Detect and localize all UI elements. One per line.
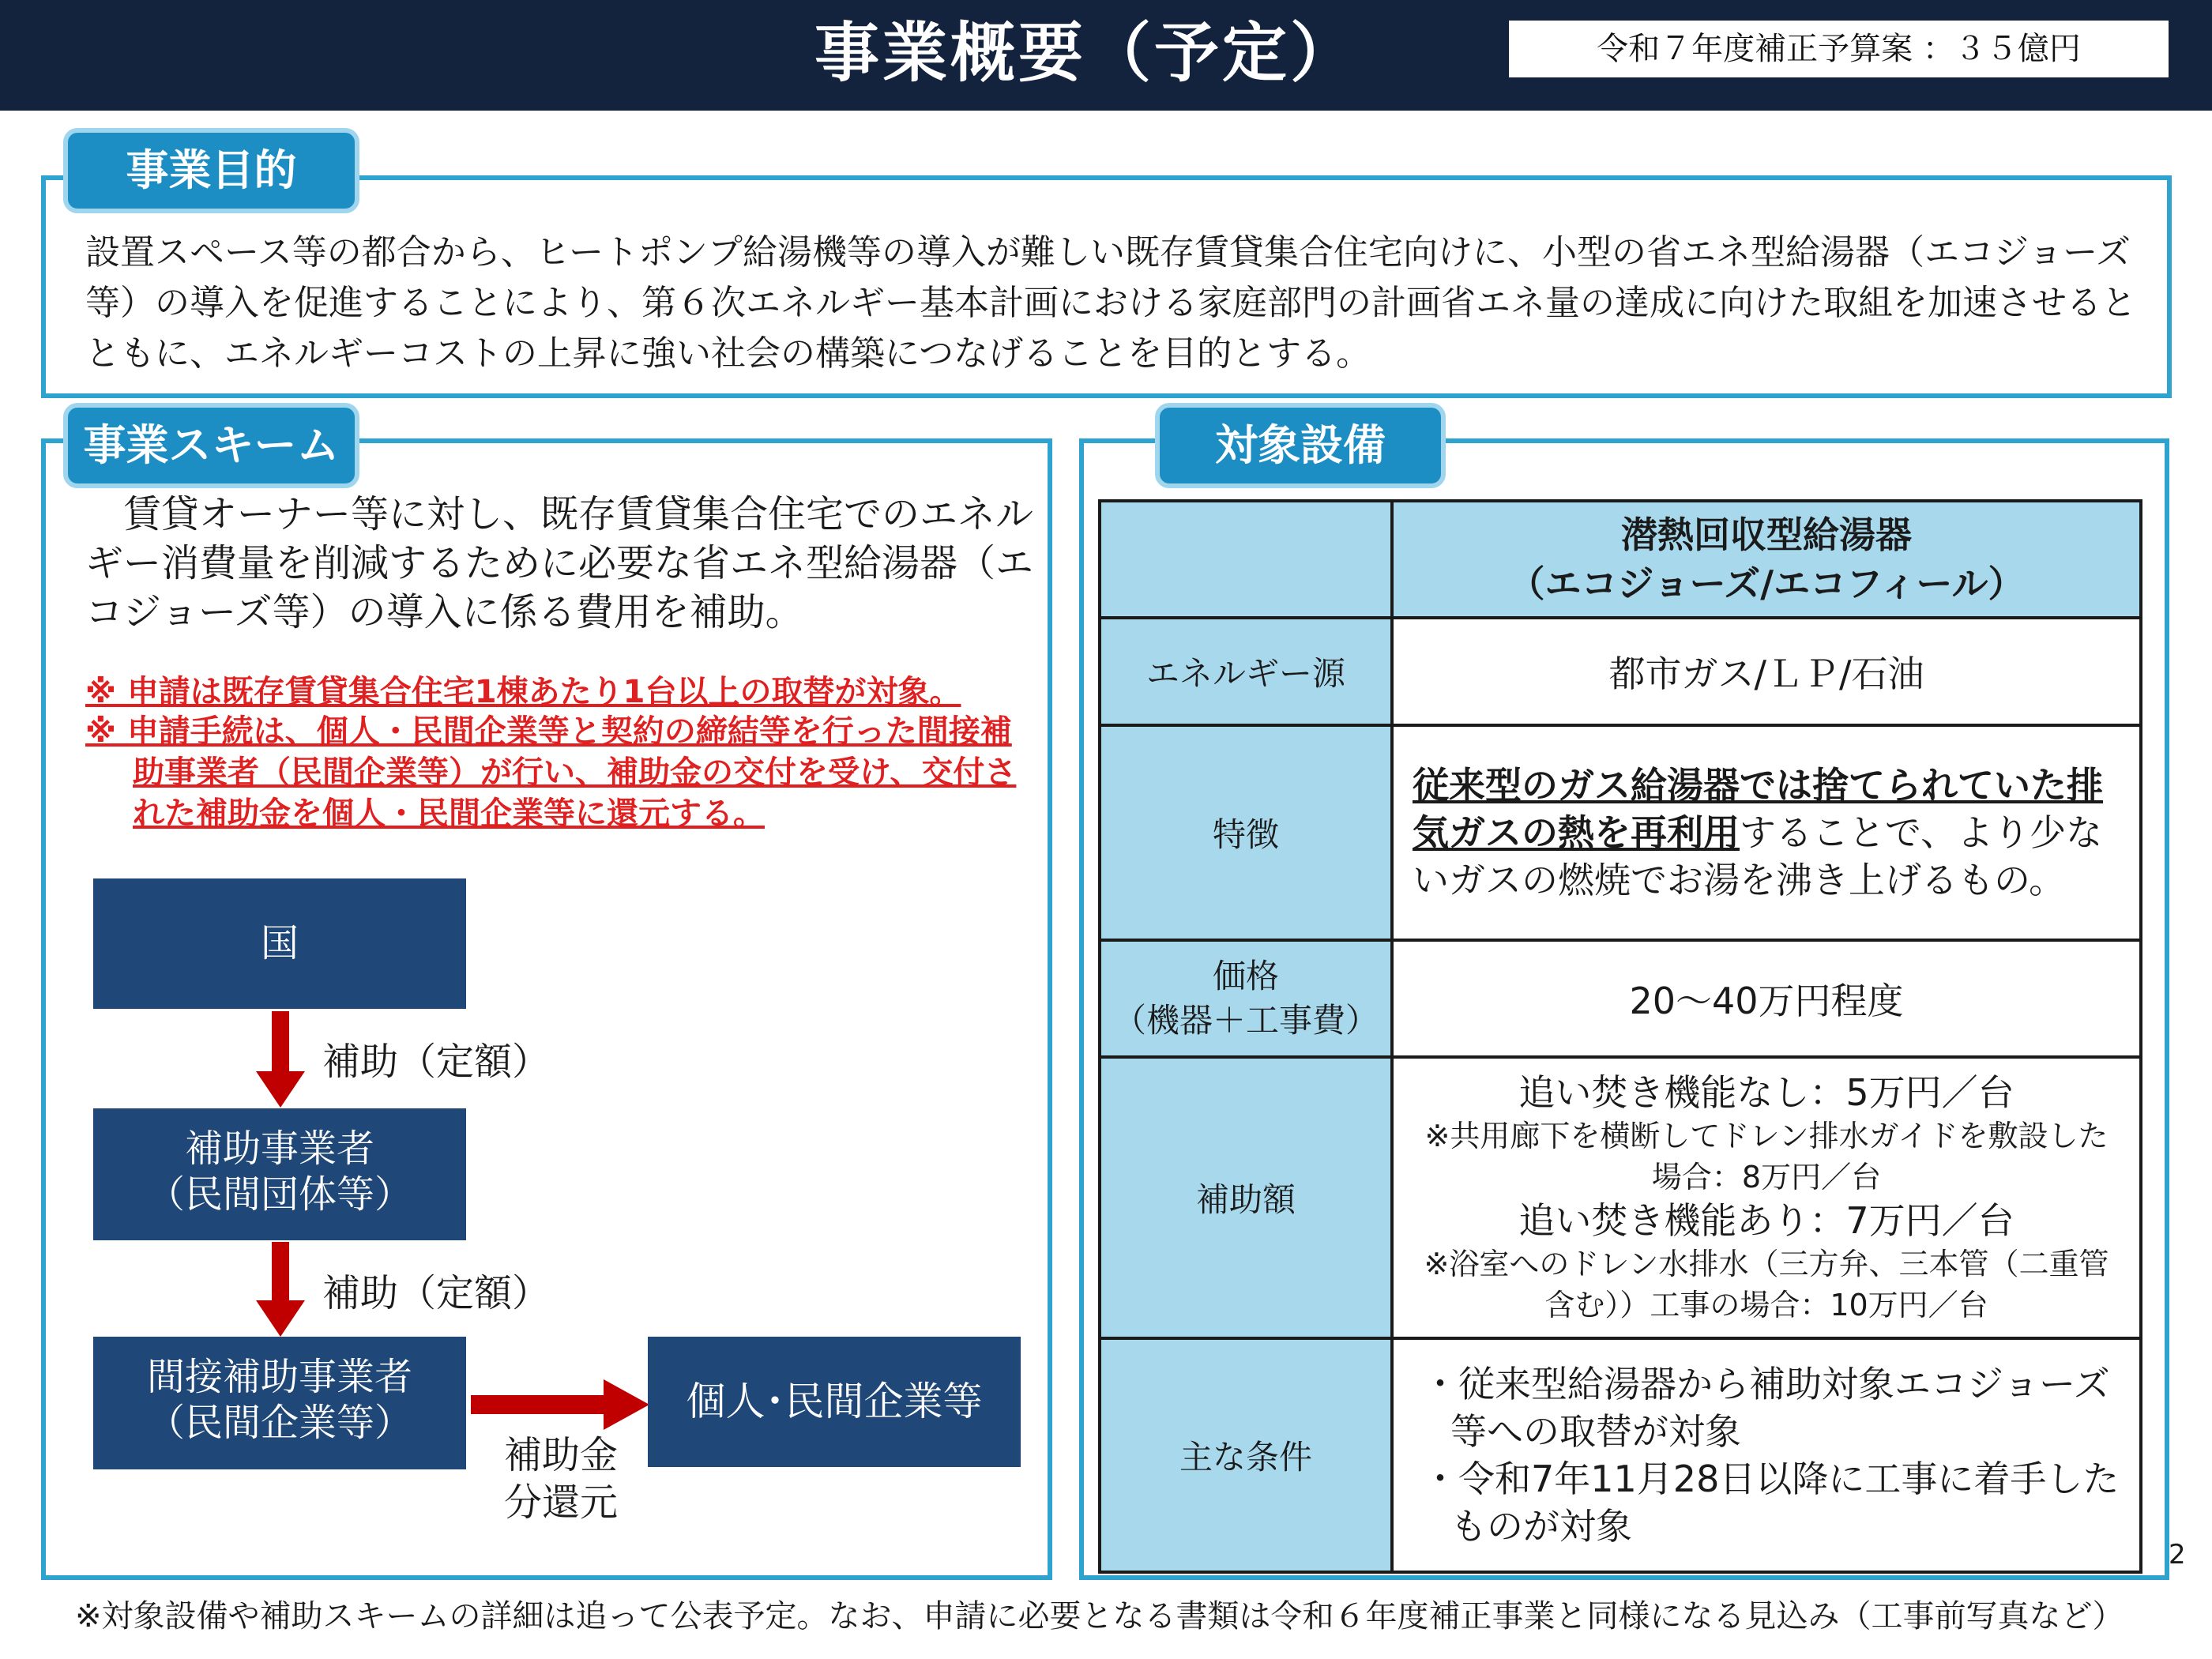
flow-box-jigyosha [93,1108,466,1240]
table-corner-cell [1100,501,1392,618]
footer-note: ※対象設備や補助スキームの詳細は追って公表予定。なお、申請に必要となる書類は令和６年度補正事業と同様になる見込み（工事前写真など） [75,1598,2124,1635]
scheme-heading: 事業スキーム [63,403,359,488]
table-row-conditions [1100,1338,2141,1572]
bullet-icon: ・ [1422,1363,1458,1405]
flow-box-kansetsu [93,1337,466,1469]
table-row-product [1100,501,2141,618]
target-heading: 対象設備 [1155,403,1446,488]
flow-box-kansetsu-line1: 間接補助事業者 [146,1355,412,1399]
flow-arrow-down-1 [253,1011,308,1109]
feature-value [1392,725,2141,940]
scheme-note-2: ※ 申請手続は、個人・民間企業等と契約の締結等を行った間接補助事業者（民間企業等）が行い、補助金の交付を受け、交付された補助金を個人・民間企業等に還元する。 [85,713,1017,832]
scheme-description [85,490,1033,637]
conditions-value [1392,1338,2141,1572]
flow-box-kansetsu-line2: （民間企業等） [146,1401,412,1445]
spec-table [1098,499,2142,1574]
conditions-label: 主な条件 [1100,1338,1392,1572]
subsidy-label: 補助額 [1100,1057,1392,1338]
purpose-text: 設置スペース等の都合から、ヒートポンプ給湯機等の導入が難しい既存賃貸集合住宅向けに、小型の省エネ型給湯器（エコジョーズ等）の導入を促進することにより、第６次エネルギー基本計画における家庭部門の計画省エネ量の達成に向けた取組を加速させるとともに、エネルギーコストの上昇に強い社会の構築につなげることを目的とする。 [85,232,2136,374]
flow-arrow-down-2 [253,1242,308,1338]
flow-label-2: 補助（定額） [322,1271,551,1315]
price-value: 20～40万円程度 [1392,940,2141,1057]
feature-label: 特徴 [1100,725,1392,940]
subsidy-reheat-note: ※浴室へのドレン水排水（三方弁、三本管（二重管含む））工事の場合：10万円／台 [1424,1247,2109,1322]
flow-label-3-line2: 分還元 [503,1480,618,1525]
flow-box-kuni: 国 [93,878,466,1009]
budget-badge: 令和７年度補正予算案 ：３５億円 [1509,21,2169,77]
table-row-feature [1100,725,2141,940]
product-header-cell [1392,501,2141,618]
price-label-line1: 価格 [1212,957,1279,995]
energy-label: エネルギー源 [1100,618,1392,725]
flow-label-3-line1: 補助金 [503,1433,618,1477]
flow-box-kojin: 個人･民間企業等 [648,1337,1021,1467]
flow-label-3 [498,1431,624,1526]
subsidy-value [1392,1057,2141,1338]
table-row-price [1100,940,2141,1057]
flow-label-1: 補助（定額） [322,1040,551,1084]
feature-highlight: 従来型のガス給湯器では捨てられていた排気ガスの熱を再利用 [1413,764,2103,854]
condition-text-2: 令和7年11月28日以降に工事に着手したものが対象 [1450,1458,2120,1548]
flow-box-jigyosha-line2: （民間団体等） [146,1172,412,1217]
price-label [1100,940,1392,1057]
flow-arrow-right [471,1376,653,1431]
feature-rest: することで、より少ないガスの燃焼でお湯を沸き上げるもの。 [1413,811,2103,901]
energy-value: 都市ガス/ＬＰ/石油 [1392,618,2141,725]
subsidy-reheat: 追い焚き機能あり：7万円／台 [1518,1199,2014,1242]
condition-text-1: 従来型給湯器から補助対象エコジョーズ等への取替が対象 [1450,1363,2110,1453]
subsidy-no-reheat-note: ※共用廊下を横断してドレン排水ガイドを敷設した場合：8万円／台 [1424,1119,2109,1194]
subsidy-no-reheat: 追い焚き機能なし：5万円／台 [1518,1071,2014,1114]
product-subname: （エコジョーズ/エコフィール） [1508,562,2025,605]
table-row-subsidy [1100,1057,2141,1338]
page-number: 2 [2169,1539,2186,1571]
price-label-line2: （機器＋工事費） [1112,1001,1379,1040]
product-name: 潜熱回収型給湯器 [1621,514,1912,556]
condition-item-2 [1413,1455,2120,1550]
flow-box-jigyosha-line1: 補助事業者 [184,1127,374,1171]
page-title: 事業概要（予定） [814,16,1358,91]
purpose-heading: 事業目的 [63,128,359,213]
bullet-icon: ・ [1422,1458,1458,1500]
condition-item-1 [1413,1360,2120,1455]
scheme-description-text: 賃貸オーナー等に対し、既存賃貸集合住宅でのエネルギー消費量を削減するために必要な省エネ型給湯器（エコジョーズ等）の導入に係る費用を補助。 [85,492,1034,634]
scheme-note-1: ※ 申請は既存賃貸集合住宅1棟あたり1台以上の取替が対象。 [85,674,961,710]
table-row-energy [1100,618,2141,725]
